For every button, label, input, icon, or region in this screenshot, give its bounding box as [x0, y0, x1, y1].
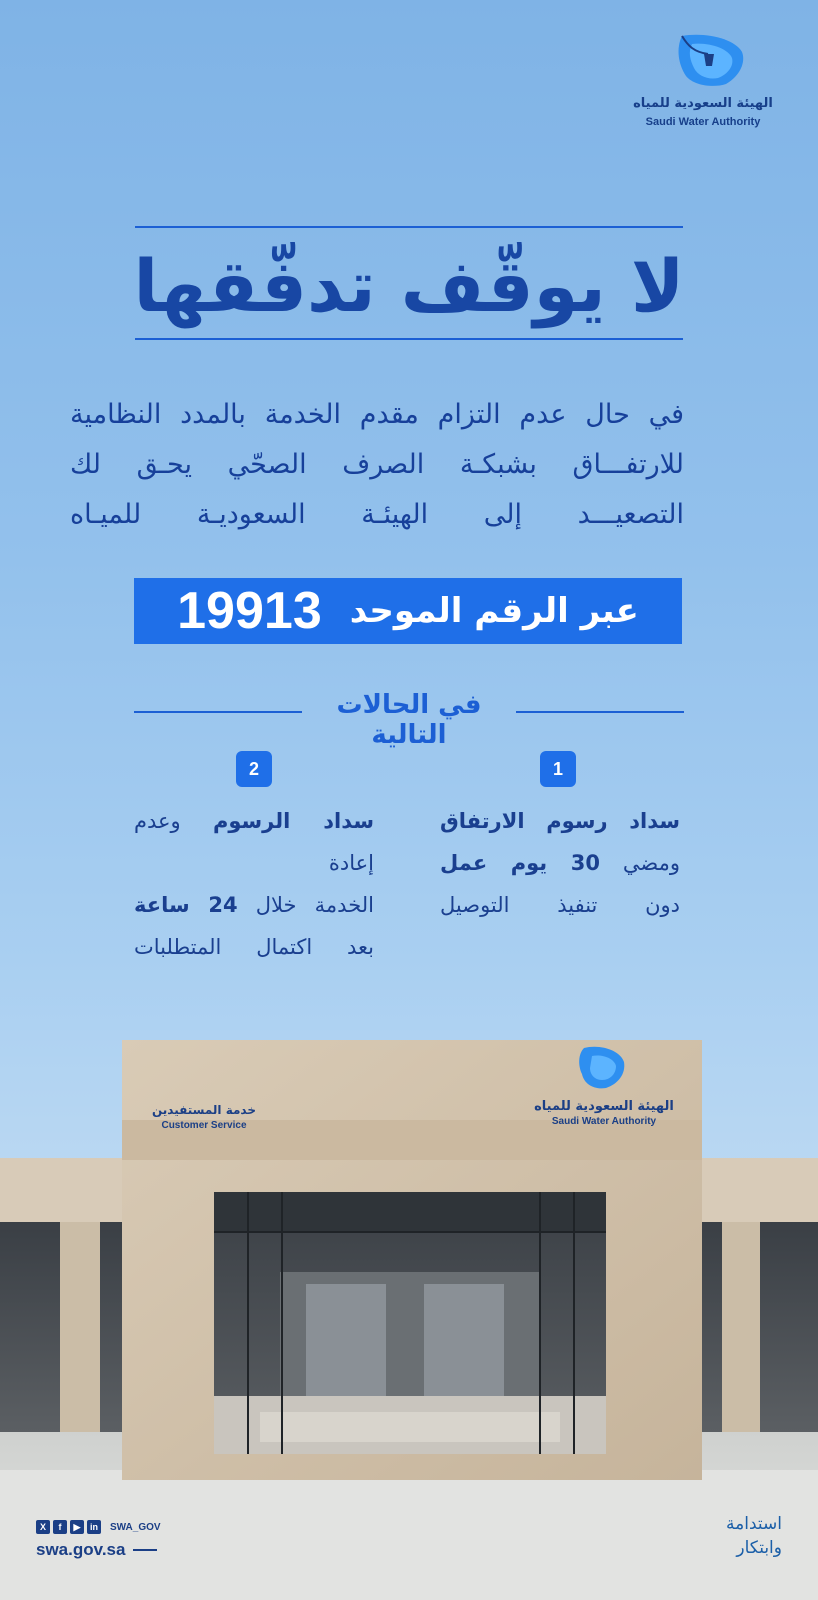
headline: لا يوقّف تدفّقها	[133, 244, 685, 328]
case-badge-2: 2	[236, 751, 272, 787]
website[interactable]	[36, 1540, 157, 1560]
case-2	[134, 800, 374, 968]
case-1-line-3: دون تنفيذ التوصيل	[440, 893, 680, 917]
intro-line-2: للارتفـــاق بشبكـة الصرف الصحّي يحـق لك	[70, 449, 684, 480]
building-sign-ar: الهيئة السعودية للمياه	[534, 1099, 674, 1114]
website-url[interactable]: swa.gov.sa	[36, 1540, 126, 1559]
swa-logo-icon	[674, 32, 746, 88]
building-sign-en: Saudi Water Authority	[551, 1116, 657, 1127]
unified-number-bar	[134, 578, 682, 644]
headline-top-rule	[135, 226, 683, 228]
cases-rule-right	[516, 711, 684, 713]
cases-rule-left	[134, 711, 302, 713]
slogan	[726, 1512, 782, 1560]
logo-name-ar: الهيئة السعودية للمياه	[633, 96, 773, 111]
social-bar	[36, 1520, 161, 1534]
intro-line-3: التصعيـــد إلى الهيئـة السعوديـة للميـاه	[70, 499, 684, 530]
case-1	[440, 800, 680, 926]
building-photo	[0, 1040, 818, 1600]
unified-number[interactable]: 19913	[177, 582, 322, 640]
case-2-line-1-bold: سداد الرسوم	[212, 809, 374, 833]
intro-paragraph	[70, 390, 684, 540]
case-badge-1: 1	[540, 751, 576, 787]
social-handle[interactable]: SWA_GOV	[110, 1521, 161, 1533]
slogan-line-1: استدامة	[726, 1514, 782, 1534]
case-2-line-2-bold: 24 ساعة	[134, 893, 238, 917]
cases-title: في الحالات التالية	[336, 690, 482, 750]
customer-service-en: Customer Service	[161, 1120, 247, 1131]
unified-number-label: عبر الرقم الموحد	[349, 591, 639, 631]
youtube-icon[interactable]: ▶	[70, 1520, 84, 1534]
website-dash	[133, 1549, 157, 1551]
swa-logo	[628, 32, 778, 132]
case-2-line-1-rest: وعدم إعادة	[134, 809, 374, 875]
x-icon[interactable]: X	[36, 1520, 50, 1534]
logo-name-en: Saudi Water Authority	[645, 116, 761, 128]
case-1-line-2-bold: 30 يوم عمل	[440, 851, 600, 875]
facebook-icon[interactable]: f	[53, 1520, 67, 1534]
case-1-line-1: سداد رسوم الارتفاق	[440, 809, 680, 833]
intro-line-1: في حال عدم التزام مقدم الخدمة بالمدد النظامية	[70, 399, 684, 430]
slogan-line-2: وابتكار	[736, 1538, 782, 1558]
case-1-line-2a: ومضي	[599, 851, 680, 875]
linkedin-icon[interactable]: in	[87, 1520, 101, 1534]
case-2-line-3: بعد اكتمال المتطلبات	[134, 935, 374, 959]
customer-service-ar: خدمة المستفيدين	[151, 1103, 257, 1117]
case-2-line-2a: الخدمة خلال	[237, 893, 374, 917]
headline-bottom-rule	[135, 338, 683, 340]
